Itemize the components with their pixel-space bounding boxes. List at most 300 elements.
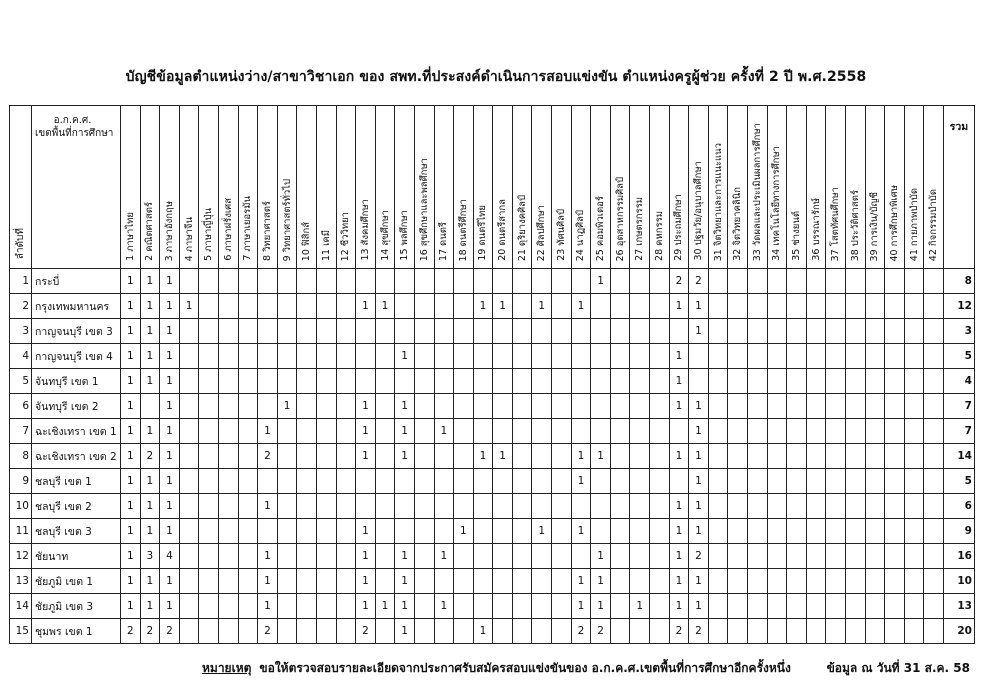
vacancy-cell [454, 594, 474, 619]
vacancy-cell [904, 569, 924, 594]
vacancy-cell [767, 594, 787, 619]
header-subject [395, 106, 415, 269]
row-total: 8 [943, 269, 974, 294]
vacancy-cell [669, 469, 689, 494]
vacancy-cell [826, 519, 846, 544]
vacancy-cell [375, 444, 395, 469]
vacancy-cell [512, 319, 532, 344]
vacancy-cell [728, 619, 748, 644]
vacancy-cell [179, 619, 199, 644]
vacancy-cell [179, 444, 199, 469]
vacancy-cell [473, 594, 493, 619]
vacancy-cell [885, 469, 905, 494]
vacancy-cell [924, 319, 944, 344]
vacancy-cell [924, 344, 944, 369]
vacancy-cell [375, 394, 395, 419]
vacancy-cell [904, 494, 924, 519]
vacancy-cell [806, 594, 826, 619]
vacancy-cell: 1 [571, 469, 591, 494]
vacancy-cell [552, 594, 572, 619]
vacancy-cell [806, 569, 826, 594]
vacancy-cell: 1 [571, 594, 591, 619]
vacancy-cell [199, 594, 219, 619]
vacancy-cell [375, 619, 395, 644]
vacancy-cell [218, 344, 238, 369]
vacancy-cell [414, 444, 434, 469]
vacancy-cell [493, 619, 513, 644]
row-number: 9 [10, 469, 32, 494]
header-subject [218, 106, 238, 269]
vacancy-table [9, 105, 975, 644]
vacancy-cell: 1 [571, 444, 591, 469]
row-number: 10 [10, 494, 32, 519]
vacancy-cell [571, 544, 591, 569]
vacancy-cell [748, 294, 768, 319]
vacancy-cell [767, 444, 787, 469]
vacancy-cell: 1 [356, 519, 376, 544]
header-subject [297, 106, 317, 269]
footnote [202, 659, 791, 678]
vacancy-cell [650, 269, 670, 294]
vacancy-cell [571, 269, 591, 294]
vacancy-cell [552, 369, 572, 394]
vacancy-cell [277, 619, 297, 644]
row-area-name: ชลบุรี เขต 2 [32, 494, 121, 519]
vacancy-cell [316, 369, 336, 394]
vacancy-cell [904, 294, 924, 319]
vacancy-cell [277, 344, 297, 369]
vacancy-cell [218, 619, 238, 644]
header-subject [787, 106, 807, 269]
vacancy-cell [630, 519, 650, 544]
vacancy-cell [885, 319, 905, 344]
vacancy-cell [630, 444, 650, 469]
vacancy-cell [375, 494, 395, 519]
vacancy-cell: 1 [493, 294, 513, 319]
header-subject-label: 29 ประถมศึกษา [673, 194, 685, 261]
vacancy-cell [199, 544, 219, 569]
vacancy-cell: 1 [140, 294, 160, 319]
vacancy-cell [708, 469, 728, 494]
vacancy-cell [454, 344, 474, 369]
vacancy-cell [473, 519, 493, 544]
vacancy-cell [375, 344, 395, 369]
vacancy-cell [650, 494, 670, 519]
vacancy-cell [179, 544, 199, 569]
header-area [32, 106, 121, 269]
header-area-line1: อ.ก.ค.ศ. [53, 115, 92, 126]
vacancy-cell [434, 294, 454, 319]
vacancy-cell [610, 369, 630, 394]
vacancy-cell [316, 269, 336, 294]
vacancy-cell [591, 419, 611, 444]
vacancy-cell [218, 519, 238, 544]
vacancy-cell [434, 619, 454, 644]
row-total: 10 [943, 569, 974, 594]
vacancy-cell: 2 [689, 619, 709, 644]
vacancy-cell [845, 519, 865, 544]
vacancy-cell [414, 569, 434, 594]
vacancy-cell [512, 569, 532, 594]
vacancy-cell [512, 469, 532, 494]
vacancy-cell [454, 419, 474, 444]
vacancy-cell [610, 469, 630, 494]
vacancy-cell [630, 544, 650, 569]
header-subject-label: 41 กายภาพบำบัด [908, 187, 920, 261]
vacancy-cell [650, 419, 670, 444]
vacancy-cell [610, 544, 630, 569]
vacancy-cell [277, 469, 297, 494]
vacancy-cell [199, 369, 219, 394]
header-subject [552, 106, 572, 269]
row-area-name: กาญจนบุรี เขต 4 [32, 344, 121, 369]
row-number: 11 [10, 519, 32, 544]
vacancy-cell: 1 [689, 294, 709, 319]
vacancy-cell: 2 [669, 619, 689, 644]
vacancy-cell [395, 294, 415, 319]
vacancy-cell [473, 469, 493, 494]
vacancy-cell [767, 344, 787, 369]
header-subject-label: 39 การเงิน/บัญชี [869, 191, 881, 261]
vacancy-cell [238, 394, 258, 419]
vacancy-cell [845, 619, 865, 644]
row-area-name: ชัยนาท [32, 544, 121, 569]
vacancy-cell [199, 444, 219, 469]
vacancy-cell [806, 494, 826, 519]
vacancy-cell [512, 444, 532, 469]
vacancy-cell [414, 594, 434, 619]
row-number: 1 [10, 269, 32, 294]
vacancy-cell [218, 294, 238, 319]
vacancy-cell: 1 [140, 369, 160, 394]
vacancy-cell: 1 [630, 594, 650, 619]
header-subject-label: 7 ภาษาเยอรมัน [242, 196, 254, 261]
vacancy-cell [454, 569, 474, 594]
document-title: บัญชีข้อมูลตำแหน่งว่าง/สาขาวิชาเอก ของ สพท.ที่ประสงค์ดำเนินการสอบแข่งขัน ตำแหน่งครูผู้ช่วย ครั้งที่ 2 ปี พ.ศ.2558 [125, 69, 867, 85]
vacancy-cell [826, 369, 846, 394]
vacancy-cell [924, 469, 944, 494]
vacancy-cell [845, 294, 865, 319]
vacancy-cell [865, 619, 885, 644]
row-total: 4 [943, 369, 974, 394]
vacancy-cell [591, 469, 611, 494]
vacancy-cell [650, 544, 670, 569]
vacancy-cell [258, 369, 278, 394]
vacancy-cell [924, 494, 944, 519]
vacancy-cell: 1 [356, 544, 376, 569]
vacancy-cell [473, 344, 493, 369]
vacancy-cell [552, 344, 572, 369]
vacancy-cell: 1 [121, 319, 141, 344]
vacancy-cell [316, 544, 336, 569]
row-area-name: ชัยภูมิ เขต 3 [32, 594, 121, 619]
vacancy-cell [238, 544, 258, 569]
vacancy-cell [610, 519, 630, 544]
table-row [10, 269, 975, 294]
vacancy-cell: 2 [258, 619, 278, 644]
vacancy-cell [630, 319, 650, 344]
vacancy-cell [375, 569, 395, 594]
header-subject [199, 106, 219, 269]
vacancy-cell [610, 319, 630, 344]
vacancy-cell [689, 369, 709, 394]
vacancy-cell [238, 494, 258, 519]
vacancy-cell [473, 494, 493, 519]
vacancy-cell [787, 494, 807, 519]
vacancy-cell [238, 569, 258, 594]
vacancy-cell [493, 319, 513, 344]
vacancy-cell: 1 [121, 344, 141, 369]
vacancy-cell [454, 469, 474, 494]
vacancy-cell [493, 394, 513, 419]
vacancy-cell [532, 469, 552, 494]
vacancy-cell [199, 469, 219, 494]
vacancy-cell [434, 469, 454, 494]
vacancy-cell [297, 419, 317, 444]
vacancy-cell: 1 [160, 394, 180, 419]
vacancy-cell [885, 569, 905, 594]
vacancy-cell [532, 444, 552, 469]
header-subject-label: 33 วัดผลและประเมินผลการศึกษา [751, 122, 763, 261]
vacancy-cell [238, 294, 258, 319]
vacancy-cell [179, 369, 199, 394]
vacancy-cell [650, 394, 670, 419]
vacancy-cell [552, 394, 572, 419]
vacancy-cell [845, 469, 865, 494]
row-number: 13 [10, 569, 32, 594]
header-subject [493, 106, 513, 269]
vacancy-cell [845, 494, 865, 519]
vacancy-cell [630, 494, 650, 519]
vacancy-cell [434, 344, 454, 369]
vacancy-cell: 1 [571, 294, 591, 319]
vacancy-cell: 1 [532, 519, 552, 544]
vacancy-cell [708, 294, 728, 319]
vacancy-cell: 1 [473, 444, 493, 469]
row-number: 15 [10, 619, 32, 644]
header-subject [708, 106, 728, 269]
vacancy-cell: 1 [395, 569, 415, 594]
vacancy-cell [826, 394, 846, 419]
vacancy-cell [434, 444, 454, 469]
vacancy-cell [708, 544, 728, 569]
vacancy-cell [512, 544, 532, 569]
vacancy-cell [708, 319, 728, 344]
vacancy-cell: 1 [121, 519, 141, 544]
vacancy-cell [552, 569, 572, 594]
table-row [10, 444, 975, 469]
vacancy-cell [826, 469, 846, 494]
vacancy-cell [787, 544, 807, 569]
vacancy-cell [806, 444, 826, 469]
vacancy-cell: 1 [258, 494, 278, 519]
vacancy-cell [924, 519, 944, 544]
vacancy-cell [140, 394, 160, 419]
vacancy-cell [806, 319, 826, 344]
vacancy-cell: 1 [356, 444, 376, 469]
vacancy-cell [865, 469, 885, 494]
vacancy-cell [669, 319, 689, 344]
vacancy-cell [806, 344, 826, 369]
vacancy-cell [806, 369, 826, 394]
vacancy-cell [748, 444, 768, 469]
header-subject-label: 27 เกษตรกรรม [634, 197, 646, 261]
vacancy-cell [532, 369, 552, 394]
vacancy-cell [650, 319, 670, 344]
vacancy-cell: 1 [591, 569, 611, 594]
vacancy-cell [434, 319, 454, 344]
vacancy-cell: 2 [591, 619, 611, 644]
vacancy-cell: 1 [121, 394, 141, 419]
vacancy-cell [512, 294, 532, 319]
vacancy-cell [748, 344, 768, 369]
vacancy-cell [728, 294, 748, 319]
table-row [10, 619, 975, 644]
vacancy-cell [767, 544, 787, 569]
vacancy-cell [787, 369, 807, 394]
vacancy-cell [806, 544, 826, 569]
vacancy-cell [591, 319, 611, 344]
header-subject [904, 106, 924, 269]
vacancy-cell [708, 444, 728, 469]
vacancy-cell [414, 544, 434, 569]
vacancy-cell [728, 494, 748, 519]
vacancy-cell [238, 419, 258, 444]
vacancy-cell [650, 619, 670, 644]
vacancy-cell [532, 544, 552, 569]
header-subject [277, 106, 297, 269]
vacancy-cell [591, 344, 611, 369]
header-subject-label: 6 ภาษาฝรั่งเศส [222, 198, 234, 261]
vacancy-cell [708, 594, 728, 619]
vacancy-cell [375, 269, 395, 294]
row-area-name: ชลบุรี เขต 1 [32, 469, 121, 494]
header-subject-label: 38 ประวัติศาสตร์ [849, 189, 861, 261]
vacancy-cell [845, 394, 865, 419]
vacancy-cell [571, 494, 591, 519]
vacancy-cell [454, 444, 474, 469]
row-total: 14 [943, 444, 974, 469]
vacancy-cell [904, 619, 924, 644]
vacancy-cell [904, 544, 924, 569]
vacancy-cell [806, 394, 826, 419]
vacancy-cell [767, 394, 787, 419]
vacancy-cell [924, 419, 944, 444]
vacancy-cell [414, 294, 434, 319]
vacancy-cell [277, 269, 297, 294]
vacancy-cell [748, 394, 768, 419]
vacancy-cell: 1 [395, 394, 415, 419]
vacancy-cell [493, 519, 513, 544]
vacancy-cell [277, 369, 297, 394]
vacancy-cell: 1 [669, 519, 689, 544]
vacancy-cell: 1 [689, 469, 709, 494]
vacancy-cell [473, 369, 493, 394]
vacancy-cell [728, 319, 748, 344]
vacancy-cell [728, 344, 748, 369]
vacancy-cell [885, 269, 905, 294]
vacancy-cell [708, 519, 728, 544]
vacancy-cell [297, 469, 317, 494]
vacancy-cell: 1 [160, 469, 180, 494]
vacancy-cell: 1 [121, 294, 141, 319]
vacancy-cell [924, 569, 944, 594]
vacancy-cell [218, 444, 238, 469]
vacancy-cell [748, 319, 768, 344]
header-subject-label: 26 อุตสาหกรรมศิลป์ [614, 176, 626, 261]
vacancy-cell [708, 269, 728, 294]
header-subject-label: 20 ดนตรีสากล [497, 199, 509, 261]
vacancy-cell [826, 569, 846, 594]
vacancy-cell [512, 369, 532, 394]
vacancy-cell [708, 569, 728, 594]
vacancy-cell [356, 494, 376, 519]
vacancy-cell [454, 494, 474, 519]
vacancy-cell: 1 [121, 494, 141, 519]
vacancy-cell [885, 419, 905, 444]
vacancy-cell [434, 494, 454, 519]
vacancy-cell [767, 269, 787, 294]
vacancy-cell [218, 494, 238, 519]
vacancy-cell [748, 619, 768, 644]
vacancy-cell: 1 [140, 569, 160, 594]
row-total: 20 [943, 619, 974, 644]
vacancy-cell [924, 369, 944, 394]
vacancy-cell [179, 519, 199, 544]
vacancy-cell [199, 269, 219, 294]
header-area-line2: เขตพื้นที่การศึกษา [35, 128, 114, 139]
vacancy-cell [199, 494, 219, 519]
vacancy-cell [395, 469, 415, 494]
header-subject [767, 106, 787, 269]
vacancy-cell [924, 444, 944, 469]
vacancy-cell [708, 419, 728, 444]
vacancy-cell [356, 344, 376, 369]
vacancy-cell [297, 319, 317, 344]
vacancy-cell [610, 594, 630, 619]
vacancy-cell: 1 [356, 419, 376, 444]
vacancy-cell: 1 [591, 444, 611, 469]
vacancy-cell [316, 344, 336, 369]
vacancy-cell [336, 594, 356, 619]
table-row [10, 319, 975, 344]
vacancy-cell: 1 [395, 544, 415, 569]
data-as-of-date: ข้อมูล ณ วันที่ 31 ส.ค. 58 [826, 661, 970, 675]
vacancy-cell [571, 419, 591, 444]
header-subject-label: 32 จิตวิทยาคลินิก [732, 187, 744, 261]
vacancy-cell [610, 444, 630, 469]
vacancy-cell: 1 [121, 469, 141, 494]
header-subject-label: 34 เทคโนโลยีทางการศึกษา [771, 146, 783, 261]
vacancy-cell [336, 269, 356, 294]
row-total: 5 [943, 344, 974, 369]
vacancy-cell: 1 [258, 419, 278, 444]
row-total: 9 [943, 519, 974, 544]
row-area-name: กระบี่ [32, 269, 121, 294]
vacancy-cell [297, 294, 317, 319]
vacancy-cell [610, 419, 630, 444]
vacancy-cell: 1 [179, 294, 199, 319]
vacancy-cell [708, 369, 728, 394]
vacancy-cell: 1 [591, 544, 611, 569]
vacancy-cell [865, 444, 885, 469]
vacancy-cell [238, 619, 258, 644]
vacancy-cell: 1 [258, 594, 278, 619]
header-subject-label: 8 วิทยาศาสตร์ [261, 201, 273, 261]
vacancy-cell [238, 469, 258, 494]
vacancy-cell: 2 [571, 619, 591, 644]
vacancy-cell: 1 [689, 444, 709, 469]
